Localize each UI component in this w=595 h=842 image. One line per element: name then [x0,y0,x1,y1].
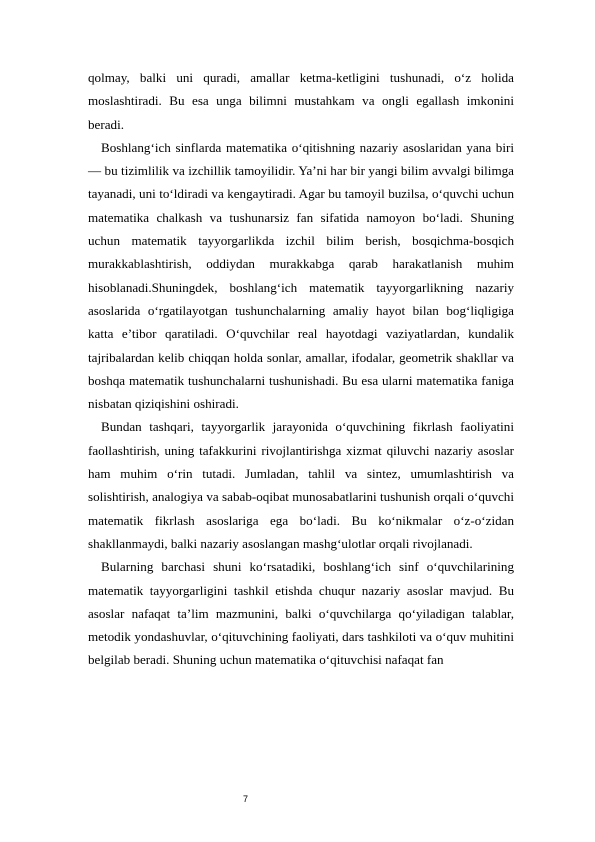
paragraph-thinking-activity: Bundan tashqari, tayyorgarlik jarayonida o‘quvchining fikrlash faoliyatini faollashtirish, uning tafakkurini rivojlantirishga xizmat qiluvchi nazariy asoslar ham muhim o‘rin tutadi. Jumladan, tahlil va sintez, umumlashtirish va solishtirish, analogiya va sabab-oqibat munosabatlarini tushunish orqali o‘quvchi matematik fikrlash asoslariga ega bo‘ladi. Bu ko‘nikmalar o‘z-o‘zidan shakllanmaydi, balki nazariy asoslangan mashg‘ulotlar orqali rivojlanadi. [88,419,514,551]
page-number: 7 [243,794,249,804]
paragraph-continuation: qolmay, balki uni quradi, amallar ketma-ketligini tushunadi, o‘z holida moslashtiradi. Bu esa unga bilimni mustahkam va ongli egallash imkonini beradi. [88,70,514,132]
page-body [88,66,514,672]
paragraph-systematicity: Boshlang‘ich sinflarda matematika o‘qitishning nazariy asoslaridan yana biri — bu tizimlilik va izchillik tamoyilidir. Ya’ni har bir yangi bilim avvalgi bilimga tayanadi, uni to‘ldiradi va kengaytiradi. Agar bu tamoyil buzilsa, o‘quvchi uchun matematika chalkash va tushunarsiz fan sifatida namoyon bo‘ladi. Shuning uchun matematik tayyorgarlikda izchil bilim berish, bosqichma-bosqich murakkablashtirish, oddiydan murakkabga qarab harakatlanish muhim hisoblanadi.Shuningdek, boshlang‘ich matematik tayyorgarlikning nazariy asoslarida o‘rgatilayotgan tushunchalarning amaliy hayot bilan bog‘liqligiga katta e’tibor qaratiladi. O‘quvchilar real hayotdagi vaziyatlardan, kundalik tajribalardan kelib chiqqan holda sonlar, amallar, ifodalar, geometrik shakllar va boshqa matematik tushunchalarni tushunishadi. Bu esa ularni matematika faniga nisbatan qiziqishini oshiradi. [88,139,514,412]
paragraph-conclusion: Bularning barchasi shuni ko‘rsatadiki, boshlang‘ich sinf o‘quvchilarining matematik tayyorgarligini tashkil etishda chuqur nazariy asoslar mavjud. Bu asoslar nafaqat ta’lim mazmunini, balki o‘quvchilarga qo‘yiladigan talablar, metodik yondashuvlar, o‘qituvchining faoliyati, dars tashkiloti va o‘quv muhitini belgilab beradi. Shuning uchun matematika o‘qituvchisi nafaqat fan [88,559,514,668]
